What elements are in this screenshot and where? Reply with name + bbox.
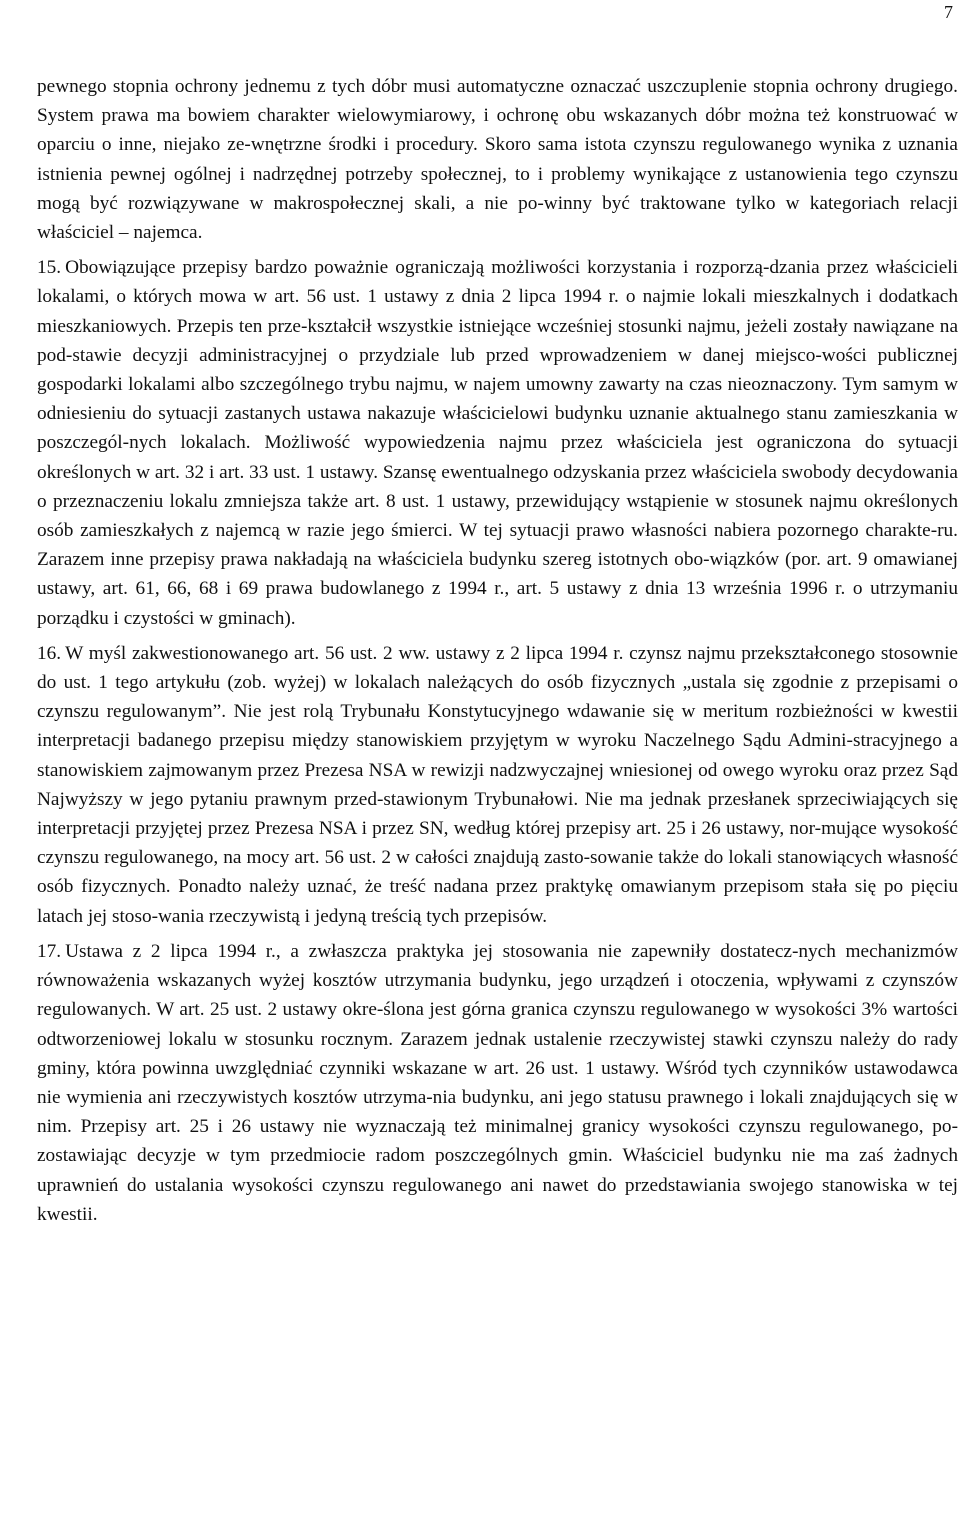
paragraph-17 xyxy=(37,937,958,1229)
document-body xyxy=(37,72,958,1229)
paragraph-16 xyxy=(37,639,958,931)
page-number: 7 xyxy=(944,2,953,22)
paragraph-text: W myśl zakwestionowanego art. 56 ust. 2 ww. ustawy z 2 lipca 1994 r. czynsz najmu przekształconego stosownie do ust. 1 tego artykułu (zob. wyżej) w lokalach należących do osób fizycznych „ustala się zgodnie z przepisami o czynszu regulowanym”. Nie jest rolą Trybunału Konstytucyjnego wdawanie się w meritum rozbieżności w kwestii interpretacji badanego przepisu między stanowiskiem przyjętym w wyroku Naczelnego Sądu Admini-stracyjnego a stanowiskiem zajmowanym przez Prezesa NSA w rewizji nadzwyczajnej wniesionej od owego wyroku oraz przez Sąd Najwyższy w jego pytaniu prawnym przed-stawionym Trybunałowi. Nie ma jednak przesłanek sprzeciwiających się interpretacji przyjętej przez Prezesa NSA i przez SN, według której przepisy art. 25 i 26 ustawy, nor-mujące wysokość czynszu regulowanego, na mocy art. 56 ust. 2 w całości znajdują zasto-sowanie także do lokali stanowiących własność osób fizycznych. Ponadto należy uznać, że treść nadana przez praktykę omawianym przepisom stała się po pięciu latach jej stoso-wania rzeczywistą i jedyną treścią tych przepisów. xyxy=(37,642,958,927)
paragraph-15 xyxy=(37,253,958,633)
paragraph-text: Obowiązujące przepisy bardzo poważnie ograniczają możliwości korzystania i rozporzą-dzania przez właścicieli lokalami, o których mowa w art. 56 ust. 1 ustawy z dnia 2 lipca 1994 r. o najmie lokali mieszkalnych i dodatkach mieszkaniowych. Przepis ten prze-kształcił wszystkie istniejące wcześniej stosunki najmu, jeżeli zostały nawiązane na pod-stawie decyzji administracyjnej o przydziale lub przed wprowadzeniem w danej miejsco-wości publicznej gospodarki lokalami albo szczególnego trybu najmu, w najem umowny zawarty na czas nieoznaczony. Tym samym w odniesieniu do sytuacji zastanych ustawa nakazuje właścicielowi budynku uznanie aktualnego stanu zamieszkania w poszczegól-nych lokalach. Możliwość wypowiedzenia najmu przez właściciela jest ograniczona do sytuacji określonych w art. 32 i art. 33 ust. 1 ustawy. Szansę ewentualnego odzyskania przez właściciela swobody decydowania o przeznaczeniu lokalu zmniejsza także art. 8 ust. 1 ustawy, przewidujący wstąpienie w stosunek najmu określonych osób zamieszkałych z najemcą w razie jego śmierci. W tej sytuacji prawo własności nabiera pozornego charakte-ru. Zarazem inne przepisy prawa nakładają na właściciela budynku szereg istotnych obo-wiązków (por. art. 9 omawianej ustawy, art. 61, 66, 68 i 69 prawa budowlanego z 1994 r., art. 5 ustawy z dnia 13 września 1996 r. o utrzymaniu porządku i czystości w gminach). xyxy=(37,257,958,629)
paragraph-text: pewnego stopnia ochrony jednemu z tych dóbr musi automatyczne oznaczać uszczuplenie stopnia ochrony drugiego. System prawa ma bowiem charakter wielowymiarowy, i ochronę obu wskazanych dóbr można też konstruować w oparciu o inne, niejako ze-wnętrzne środki i procedury. Skoro sama istota czynszu regulowanego wynika z uznania istnienia pewnej ogólnej i nadrzędnej potrzeby społecznej, to i problemy wynikające z ustanowienia tego czynszu mogą być rozwiązywane w makrospołecznej skali, a nie po-winny być traktowane tylko w kategoriach relacji właściciel – najemca. xyxy=(37,76,958,244)
paragraph-continuation xyxy=(37,72,958,247)
paragraph-number: 16. xyxy=(37,642,62,664)
paragraph-number: 17. xyxy=(37,940,62,962)
paragraph-text: Ustawa z 2 lipca 1994 r., a zwłaszcza praktyka jej stosowania nie zapewniły dostatecz-nych mechanizmów równoważenia wskazanych wyżej kosztów utrzymania budynku, jego urządzeń i otoczenia, wpływami z czynszów regulowanych. W art. 25 ust. 2 ustawy okre-ślona jest górna granica czynszu regulowanego w wysokości 3% wartości odtworzeniowej lokalu w stosunku rocznym. Zarazem jednak ustalenie rzeczywistej stawki czynszu należy do rady gminy, która powinna uwzględniać czynniki wskazane w art. 26 ust. 1 ustawy. Wśród tych czynników ustawodawca nie wymienia ani rzeczywistych kosztów utrzyma-nia budynku, ani jego statusu prawnego i lokali znajdujących się w nim. Przepisy art. 25 i 26 ustawy nie wyznaczają też minimalnej granicy wysokości czynszu regulowanego, po-zostawiając decyzje w tym przedmiocie radom poszczególnych gmin. Właściciel budynku nie ma zaś żadnych uprawnień do ustalania wysokości czynszu regulowanego ani nawet do przedstawiania swojego stanowiska w tej kwestii. xyxy=(37,940,958,1225)
paragraph-number: 15. xyxy=(37,257,62,279)
